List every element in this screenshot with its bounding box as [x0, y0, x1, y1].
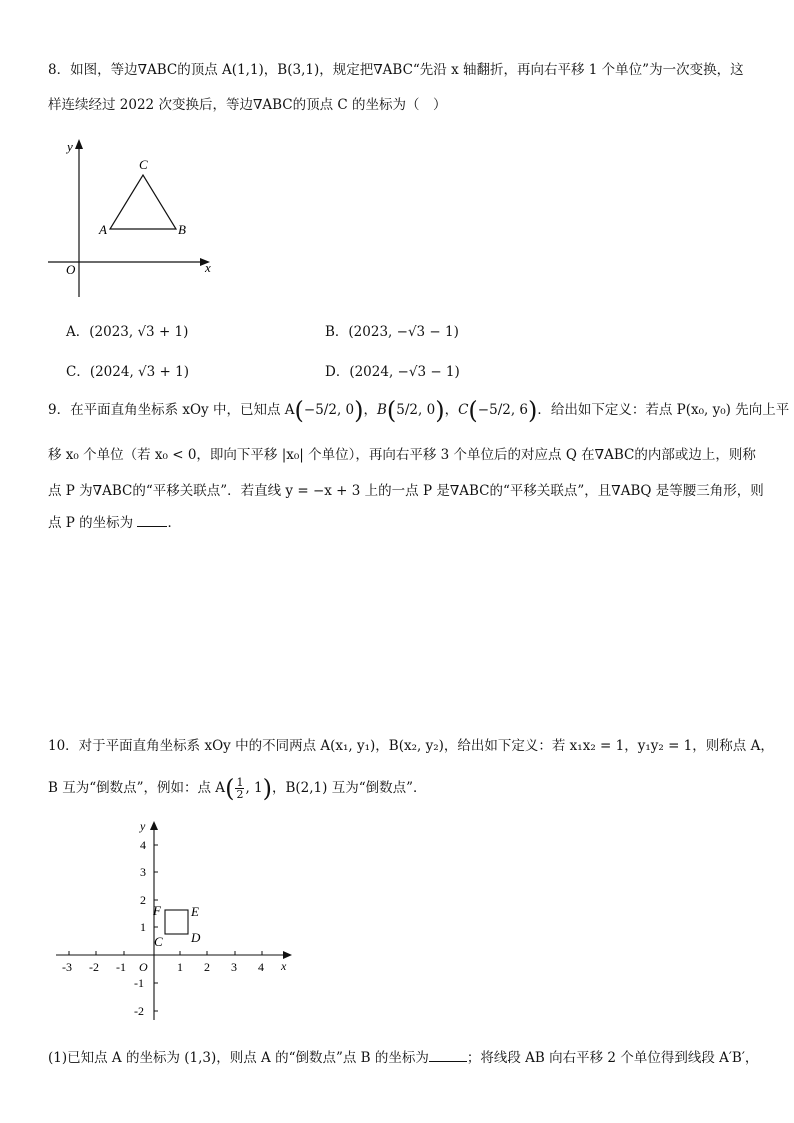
q10-x-axis — [56, 951, 292, 959]
q10-xtick-4: 4 — [258, 960, 264, 974]
q10-point-A-rest: , 1 — [245, 780, 263, 796]
q8-triangle — [110, 175, 176, 229]
q9-line3: 点 P 为∇ABC的“平移关联点”．若直线 y = −x + 3 上的一点 P 是∇ABC的“平移关联点”，且∇ABQ 是等腰三角形，则 — [48, 483, 764, 499]
q9-point-B: 5/2, 0 — [396, 402, 436, 418]
q10-sub1-answer-blank[interactable] — [429, 1049, 467, 1062]
q10-fraction: $\frac{1}{2}$ — [236, 776, 244, 801]
q10-x-label: x — [281, 959, 287, 973]
q8-option-b[interactable]: B．(2023, −√3 − 1) — [325, 324, 459, 340]
q9-label-B: B — [377, 402, 387, 418]
q9-answer-blank[interactable] — [137, 514, 167, 527]
q10-ytick-3: 3 — [140, 865, 146, 879]
q10-figure — [50, 815, 300, 1025]
q8-figure — [40, 135, 230, 305]
q10-ytick-2: 2 — [140, 893, 146, 907]
q10-origin-label: O — [139, 960, 148, 974]
q10-line2-start: B 互为“倒数点”，例如：点 A — [48, 780, 226, 796]
q10-label-D: D — [191, 930, 201, 945]
q8-label-B: B — [178, 222, 186, 237]
q10-ytick-1: 1 — [140, 920, 146, 934]
q8-label-C: C — [139, 157, 148, 172]
q8-x-label: x — [205, 260, 211, 275]
q10-line1: 10．对于平面直角坐标系 xOy 中的不同两点 A(x₁, y₁)，B(x₂, y₂)，给出如下定义：若 x₁x₂ = 1，y₁y₂ = 1，则称点 A， — [48, 738, 774, 754]
q10-ytick-neg2: -2 — [134, 1004, 144, 1018]
q10-sub1-start: (1)已知点 A 的坐标为 (1,3)，则点 A 的“倒数点”点 B 的坐标为 — [48, 1050, 429, 1066]
q10-label-C: C — [154, 934, 163, 949]
q8-line2: 样连续经过 2022 次变换后，等边∇ABC的顶点 C 的坐标为（ ） — [48, 97, 447, 113]
q10-line2-end: ，B(2,1) 互为“倒数点”． — [271, 780, 427, 796]
q9-line1-start: 9．在平面直角坐标系 xOy 中，已知点 A — [48, 402, 295, 418]
q10-square-CDEF — [165, 910, 188, 934]
q10-xtick-2: 2 — [204, 960, 210, 974]
q10-y-label: y — [140, 819, 146, 833]
q9-line4-text: 点 P 的坐标为 — [48, 515, 134, 531]
q10-xtick-1: 1 — [177, 960, 183, 974]
q8-label-A: A — [99, 222, 107, 237]
q10-line2: B 互为“倒数点”，例如：点 A( $\frac{1}{2}$ , 1)，B(2,1) 互为“倒数点”． — [48, 774, 427, 803]
q9-line1-end: ．给出如下定义：若点 P(x₀, y₀) 先向上平 — [537, 402, 790, 418]
q9-point-A: −5/2, 0 — [303, 402, 355, 418]
q8-y-axis — [75, 139, 83, 297]
q10-xtick-neg2: -2 — [89, 960, 99, 974]
q8-y-label: y — [67, 139, 73, 154]
q9-line1: 9．在平面直角坐标系 xOy 中，已知点 A(−5/2, 0)，B(5/2, 0)，C(−5/2, 6)．给出如下定义：若点 P(x₀, y₀) 先向上平 — [48, 396, 790, 425]
q10-label-F: F — [153, 903, 161, 918]
q10-xtick-3: 3 — [231, 960, 237, 974]
q10-ytick-4: 4 — [140, 838, 146, 852]
q10-label-E: E — [191, 904, 199, 919]
q8-option-a[interactable]: A．(2023, √3 + 1) — [66, 324, 189, 340]
q10-y-axis — [150, 821, 158, 1020]
q10-sub1 — [48, 1048, 758, 1068]
q10-xtick-neg1: -1 — [116, 960, 126, 974]
q8-option-d[interactable]: D．(2024, −√3 − 1) — [325, 364, 460, 380]
q9-line2: 移 x₀ 个单位（若 x₀ < 0，即向下平移 |x₀| 个单位），再向右平移 3 个单位后的对应点 Q 在∇ABC的内部或边上，则称 — [48, 447, 756, 463]
q9-line4: 点 P 的坐标为 ． — [48, 515, 181, 531]
q8-origin-label: O — [66, 262, 76, 277]
q10-xtick-neg3: -3 — [62, 960, 72, 974]
q9-point-C: −5/2, 6 — [477, 402, 529, 418]
q10-sub1-end: ；将线段 AB 向右平移 2 个单位得到线段 A′B′， — [466, 1050, 759, 1066]
q9-label-C: C — [458, 402, 469, 418]
q10-ytick-neg1: -1 — [134, 976, 144, 990]
q8-option-c[interactable]: C．(2024, √3 + 1) — [66, 364, 189, 380]
q8-line1: 8．如图，等边∇ABC的顶点 A(1,1)，B(3,1)，规定把∇ABC“先沿 x 轴翻折，再向右平移 1 个单位”为一次变换，这 — [48, 62, 744, 78]
